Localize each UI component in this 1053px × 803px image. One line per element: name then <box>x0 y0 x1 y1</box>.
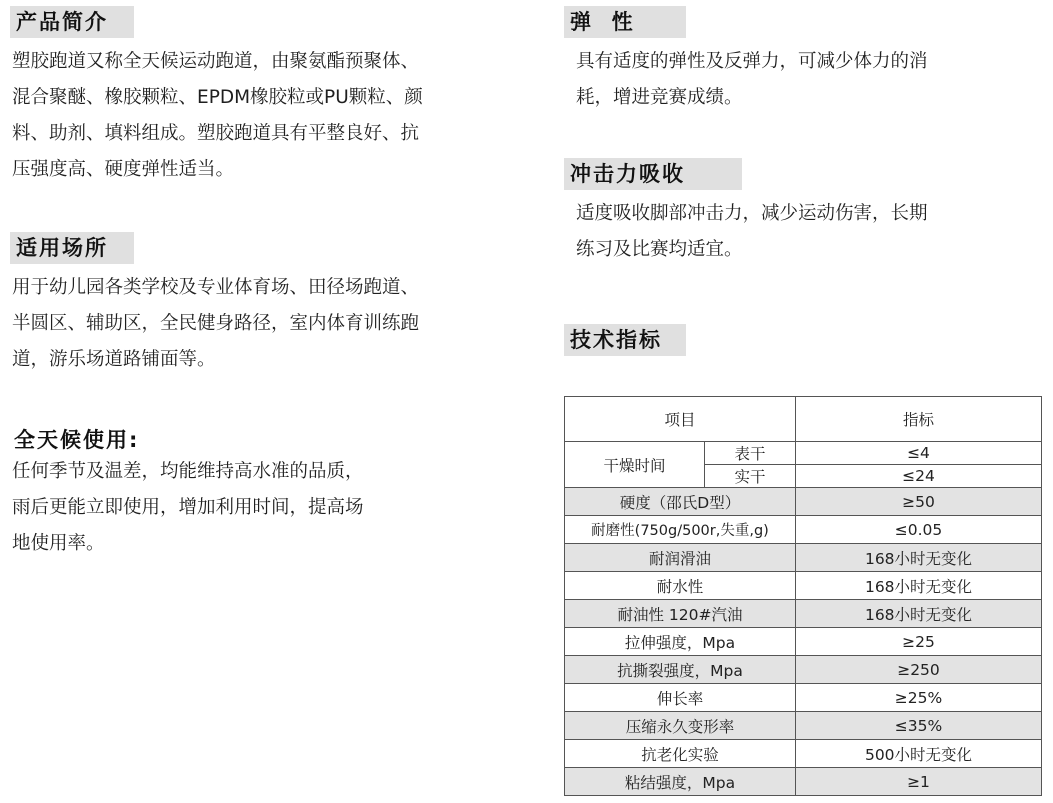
intro-line: 塑胶跑道又称全天候运动跑道，由聚氨酯预聚体、 <box>12 51 420 72</box>
row-value: ≤35% <box>796 712 1042 740</box>
row-item: 耐水性 <box>565 572 796 600</box>
dry-time-label: 干燥时间 <box>565 442 705 488</box>
row-value: 168小时无变化 <box>796 600 1042 628</box>
impact-text <box>576 196 928 268</box>
row-value: ≥50 <box>796 488 1042 516</box>
row-item: 耐油性 120#汽油 <box>565 600 796 628</box>
usage-heading: 适用场所 <box>10 232 134 264</box>
header-value: 指标 <box>796 397 1042 442</box>
intro-text <box>12 44 423 188</box>
dry-surface-value: ≤4 <box>796 442 1042 465</box>
elasticity-heading: 弹 性 <box>564 6 686 38</box>
intro-line: 混合聚醚、橡胶颗粒、EPDM橡胶粒或PU颗粒、颜 <box>12 87 423 108</box>
row-value: ≥25 <box>796 628 1042 656</box>
dry-solid-value: ≤24 <box>796 465 1042 488</box>
table-row <box>565 488 1042 516</box>
intro-line: 料、助剂、填料组成。塑胶跑道具有平整良好、抗 <box>12 123 420 144</box>
row-item: 伸长率 <box>565 684 796 712</box>
row-value: ≥1 <box>796 768 1042 796</box>
row-value: ≤0.05 <box>796 516 1042 544</box>
row-item: 耐润滑油 <box>565 544 796 572</box>
row-value: ≥250 <box>796 656 1042 684</box>
row-item: 抗撕裂强度，Mpa <box>565 656 796 684</box>
row-item: 抗老化实验 <box>565 740 796 768</box>
usage-line: 半圆区、辅助区，全民健身路径，室内体育训练跑 <box>12 313 420 334</box>
dry-solid-label: 实干 <box>705 465 796 488</box>
intro-line: 压强度高、硬度弹性适当。 <box>12 159 235 180</box>
table-row <box>565 442 1042 465</box>
row-value: 168小时无变化 <box>796 572 1042 600</box>
table-row <box>565 600 1042 628</box>
allweather-line: 雨后更能立即使用，增加利用时间，提高场 <box>12 497 364 518</box>
allweather-heading: 全天候使用: <box>14 428 140 452</box>
table-row <box>565 544 1042 572</box>
table-header-row <box>565 397 1042 442</box>
impact-heading: 冲击力吸收 <box>564 158 742 190</box>
table-row <box>565 572 1042 600</box>
row-item: 压缩永久变形率 <box>565 712 796 740</box>
header-item: 项目 <box>565 397 796 442</box>
impact-line: 练习及比赛均适宜。 <box>576 239 743 260</box>
row-item: 拉伸强度，Mpa <box>565 628 796 656</box>
table-row <box>565 684 1042 712</box>
table-row <box>565 656 1042 684</box>
table-row <box>565 516 1042 544</box>
spec-table <box>564 396 1042 796</box>
row-item: 硬度（邵氏D型） <box>565 488 796 516</box>
row-value: 168小时无变化 <box>796 544 1042 572</box>
table-row <box>565 768 1042 796</box>
allweather-line: 地使用率。 <box>12 533 105 554</box>
elasticity-line: 具有适度的弹性及反弹力，可减少体力的消 <box>576 51 928 72</box>
usage-text <box>12 270 419 378</box>
spec-heading: 技术指标 <box>564 324 686 356</box>
row-value: 500小时无变化 <box>796 740 1042 768</box>
intro-heading: 产品简介 <box>10 6 134 38</box>
dry-surface-label: 表干 <box>705 442 796 465</box>
row-item: 耐磨性(750g/500r,失重,g) <box>565 516 796 544</box>
impact-line: 适度吸收脚部冲击力，减少运动伤害，长期 <box>576 203 928 224</box>
elasticity-text <box>576 44 928 116</box>
row-value: ≥25% <box>796 684 1042 712</box>
allweather-text <box>12 454 364 562</box>
table-row <box>565 740 1042 768</box>
table-row <box>565 712 1042 740</box>
row-item: 粘结强度，Mpa <box>565 768 796 796</box>
allweather-line: 任何季节及温差，均能维持高水准的品质， <box>12 461 364 482</box>
usage-line: 用于幼儿园各类学校及专业体育场、田径场跑道、 <box>12 277 420 298</box>
table-row <box>565 628 1042 656</box>
elasticity-line: 耗，增进竞赛成绩。 <box>576 87 743 108</box>
usage-line: 道，游乐场道路铺面等。 <box>12 349 216 370</box>
